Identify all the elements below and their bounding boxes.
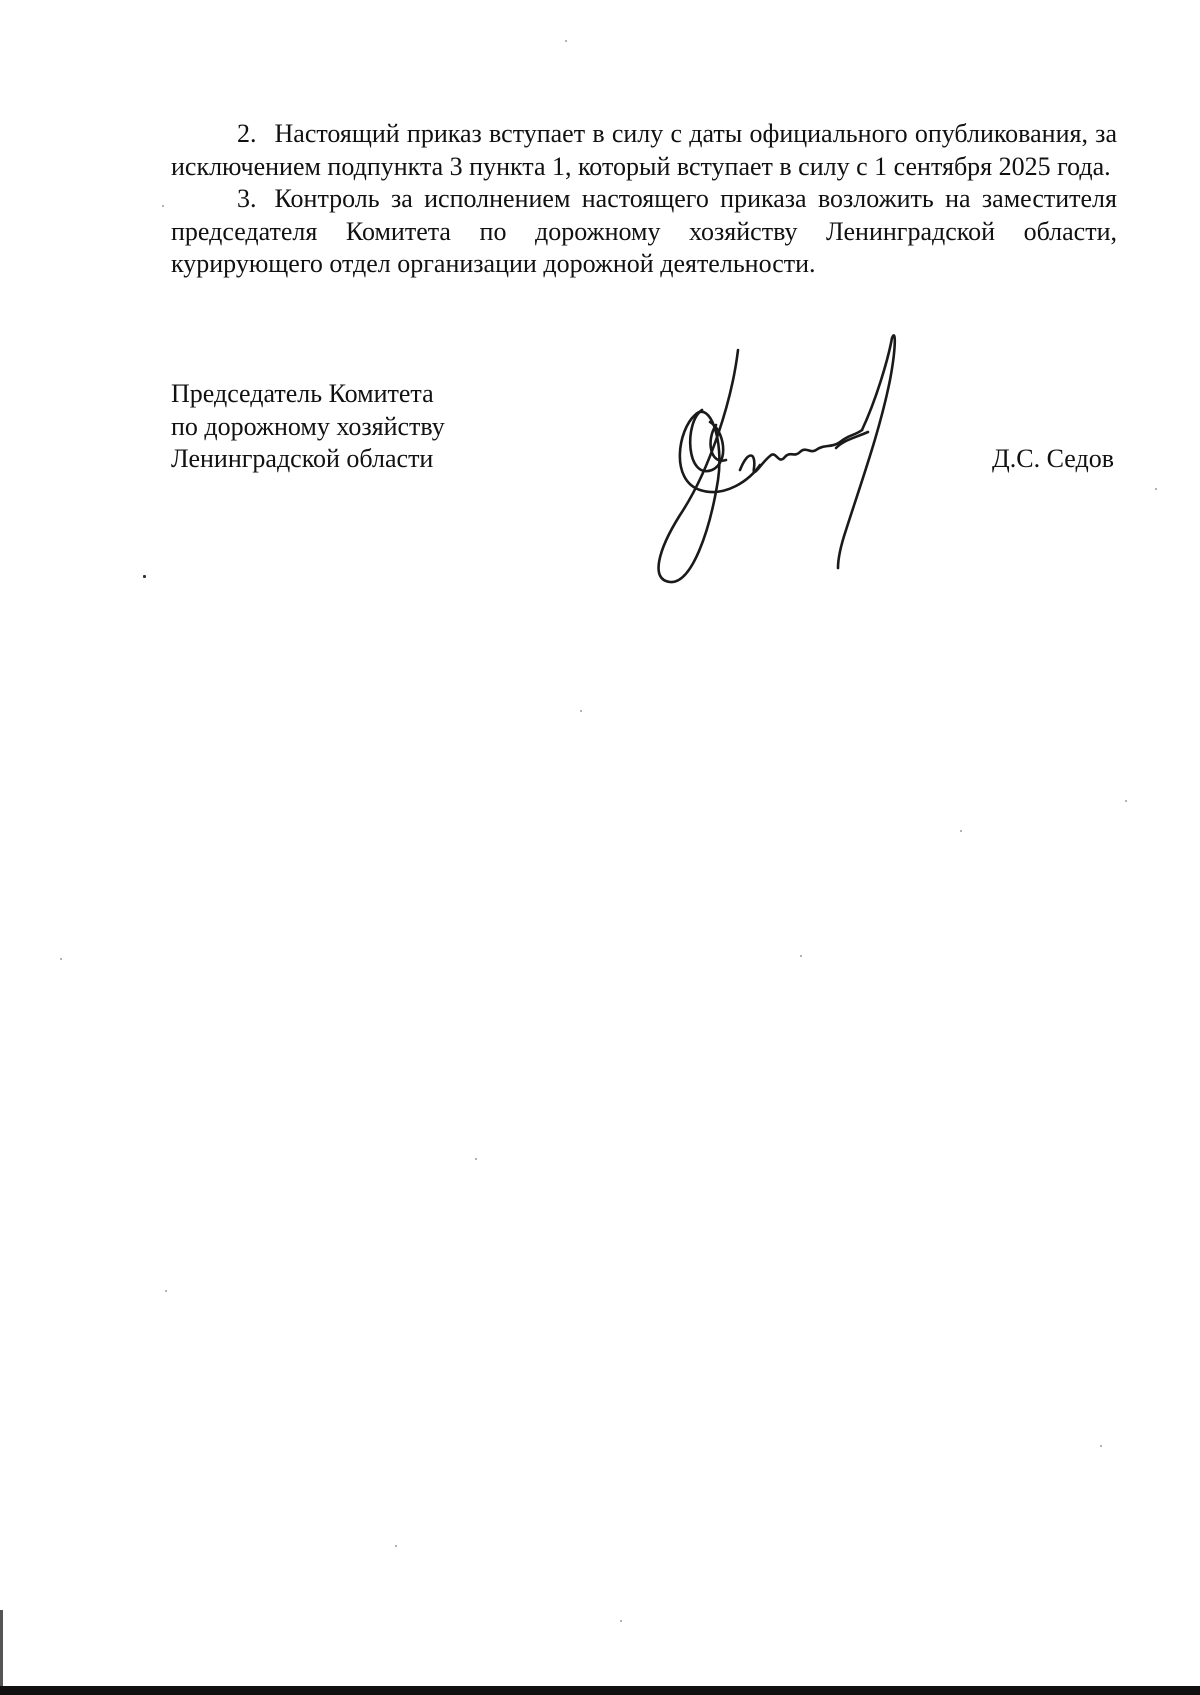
signer-title-line: по дорожному хозяйству bbox=[171, 411, 445, 441]
scan-speck bbox=[1125, 800, 1127, 802]
paragraph-number: 2. bbox=[237, 119, 257, 148]
signer-title-line: Ленинградской области bbox=[171, 444, 434, 473]
scan-speck bbox=[162, 205, 164, 207]
scan-speck bbox=[565, 40, 567, 42]
scan-speck bbox=[960, 830, 962, 832]
paragraph-text: Контроль за исполнением настоящего приказа возложить на заместителя председателя Комитета по дорожному хозяйству Ленинградской области, курирующего отдел организации дорожной деятельности. bbox=[171, 184, 1117, 278]
scan-speck bbox=[1100, 1445, 1102, 1447]
signer-title-line: Председатель Комитета bbox=[171, 379, 434, 408]
scan-bottom-border bbox=[0, 1686, 1200, 1695]
scan-speck bbox=[60, 958, 62, 960]
scan-speck bbox=[395, 1545, 397, 1547]
scan-speck bbox=[620, 1620, 622, 1622]
scan-speck bbox=[1155, 488, 1157, 490]
document-body bbox=[171, 118, 1117, 281]
paragraph-2 bbox=[171, 118, 1117, 183]
scan-speck bbox=[143, 575, 146, 578]
paragraph-text: Настоящий приказ вступает в силу с даты официального опубликования, за исключением подпункта 3 пункта 1, который вступает в силу с 1 сентября 2025 года. bbox=[171, 119, 1117, 181]
scan-left-edge bbox=[0, 1610, 3, 1690]
handwritten-signature-icon bbox=[640, 330, 940, 600]
paragraph-3 bbox=[171, 183, 1117, 281]
paragraph-number: 3. bbox=[237, 184, 257, 213]
scan-speck bbox=[165, 1290, 167, 1292]
signer-name: Д.С. Седов bbox=[992, 444, 1114, 473]
scan-speck bbox=[580, 710, 582, 712]
scan-speck bbox=[475, 1158, 477, 1160]
scan-speck bbox=[800, 955, 802, 957]
signer-title bbox=[171, 378, 445, 476]
